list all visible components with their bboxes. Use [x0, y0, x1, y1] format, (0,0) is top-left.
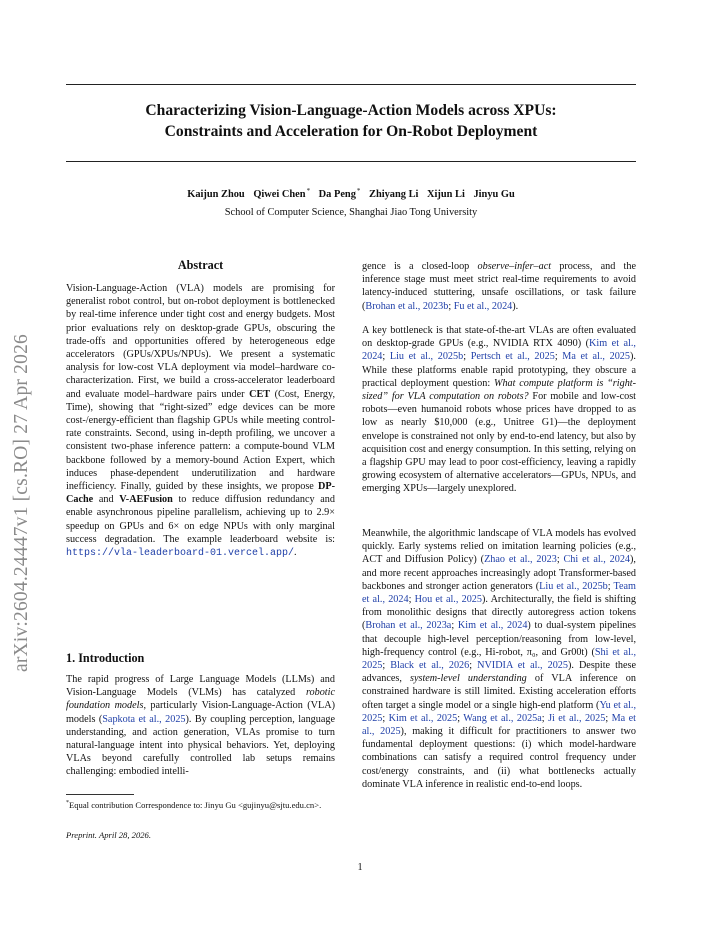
citation-link[interactable]: Chi et al., 2024	[563, 554, 631, 566]
citation-link[interactable]: Kim et al., 2024	[362, 338, 636, 363]
citation-link[interactable]: Shi et al., 2025	[362, 646, 636, 672]
equal-contribution-mark: *	[356, 187, 361, 195]
footnote-rule	[66, 794, 134, 795]
preprint-date: Preprint. April 28, 2026.	[66, 830, 151, 840]
cet-term: CET	[249, 388, 271, 400]
intro-paragraph: The rapid progress of Large Language Models (LLMs) and Vision-Language Models (VLMs) has catalyzed robotic foundation models, particularly Vision-Language-Action (VLA) models (Sapkota et al., 2025). By coupling perception, language understanding, and action generation, VLAs promise to turn natural-language intent into physical behaviors. Yet, deploying VLAs beyond carefully controlled lab setups remains challenging: embodied intelli-	[66, 674, 335, 778]
arxiv-identifier[interactable]: arXiv:2604.24447v1 [cs.RO] 27 Apr 2026	[11, 334, 32, 672]
citation-link[interactable]: Pertsch et al., 2025	[470, 351, 555, 363]
page-number: 1	[357, 862, 363, 873]
citation-link[interactable]: Zhao et al., 2023	[484, 554, 557, 566]
citation-link[interactable]: Yu et al., 2025	[362, 699, 636, 724]
citation-link[interactable]: Brohan et al., 2023a	[365, 620, 452, 632]
author: Qiwei Chen*	[253, 187, 311, 201]
dp-cache-term: DP-Cache	[66, 481, 335, 506]
right-paragraph-3: Meanwhile, the algorithmic landscape of VLA models has evolved quickly. Early systems relied on imitation learning policies (e.g., ACT and Diffusion Policy) (Zhao et al., 2023; Chi et al., 2024), and more recent approaches increasingly adopt Transformer-based backbones and stronger action generators (Liu et al., 2025b; Team et al., 2024; Hou et al., 2025). Architecturally, the field is shifting from monolithic designs that directly autoregress action tokens (Brohan et al., 2023a; Kim et al., 2024) to dual-system pipelines that decouple high-level perception/reasoning from low-level, high-frequency control (e.g., Hi-robot, π₀, and Gr00t) (Shi et al., 2025; Black et al., 2026; NVIDIA et al., 2025). Despite these advances, system-level understanding of VLA inference on constrained hardware is still limited. Existing acceleration efforts often target a single model or a single high-end platform (Yu et al., 2025; Kim et al., 2025; Wang et al., 2025a; Ji et al., 2025; Ma et al., 2025), making it difficult for practitioners to answer two fundamental deployment questions: (i) which model-hardware combinations can satisfy a required control frequency under cost/energy constraints, and (ii) what bottlenecks actually dominate VLA inference in realistic end-to-end loops.	[362, 528, 637, 790]
leaderboard-link[interactable]: https://vla-leaderboard-01.vercel.app/	[66, 548, 295, 560]
affiliation: School of Computer Science, Shanghai Jiao Tong University	[224, 207, 478, 218]
v-aefusion-term: V-AEFusion	[119, 494, 173, 506]
citation-link[interactable]: NVIDIA et al., 2025	[477, 660, 568, 672]
citation-link[interactable]: Kim et al., 2025	[388, 712, 458, 724]
citation-link[interactable]: Brohan et al., 2023b	[365, 300, 449, 312]
citation-link[interactable]: Liu et al., 2025b	[389, 351, 464, 363]
footnote: *Equal contribution Correspondence to: Jinyu Gu <gujinyu@sjtu.edu.cn>.	[66, 799, 322, 810]
citation-link[interactable]: Hou et al., 2025	[414, 594, 482, 606]
right-paragraph-2: A key bottleneck is that state-of-the-art VLAs are often evaluated on desktop-grade GPUs (e.g., NVIDIA RTX 4090) (Kim et al., 2024; Liu et al., 2025b; Pertsch et al., 2025; Ma et al., 2025). While these platforms enable rapid prototyping, they obscure a practical deployment question: What compute platform is “right-sized” for VLA computation on robots? For mobile and low-cost robots—even humanoid robots whose prices have dropped to as low as nearly $10,000 (e.g., Unitree G1)—the deployment envelope is constrained not only by end-to-end latency, but also by acquisition cost and energy consumption. In this setting, relying on a flagship GPU may lead to poor cost-efficiency, leaving a rapidly growing ecosystem of alternative accelerators—GPUs, NPUs, and emerging XPUs—largely unexplored.	[362, 325, 637, 495]
citation-link[interactable]: Team et al., 2024	[362, 580, 636, 606]
section-heading-introduction: 1. Introduction	[66, 651, 145, 665]
author: Xijun Li	[427, 189, 465, 201]
title-top-rule	[66, 84, 636, 85]
citation-link[interactable]: Ma et al., 2025	[362, 712, 636, 738]
title-line-1: Characterizing Vision-Language-Action Models across XPUs:	[145, 102, 557, 119]
author: Kaijun Zhou	[187, 189, 245, 201]
abstract-body: Vision-Language-Action (VLA) models are promising for generalist robot control, but on-robot deployment is bottlenecked by real-time inference under tight cost and energy budgets. Most prior evaluations rely on desktop-grade GPUs, obscuring the trade-offs and opportunities offered by heterogeneous edge accelerators (GPUs/XPUs/NPUs). We present a systematic analysis for low-cost VLA deployment via model–hardware co-characterization. First, we build a cross-accelerator leaderboard and evaluate model–hardware pairs under CET (Cost, Energy, Time), showing that “right-sized” edge devices can be more cost-/energy-efficient than flagship GPUs while meeting control-rate constraints. Second, using in-depth profiling, we uncover a consistent two-phase inference pattern: a compute-bound VLM backbone followed by a memory-bound Action Expert, which induces phase-dependent underutilization and hardware inefficiency. Finally, guided by these insights, we propose DP-Cache and V-AEFusion to reduce diffusion redundancy and enable asynchronous pipeline parallelism, achieving up to 2.9× speedup on GPUs and 6× on edge NPUs with only marginal success degradation. The example leaderboard website is: https://vla-leaderboard-01.vercel.app/.	[66, 283, 335, 560]
title-line-2: Constraints and Acceleration for On-Robot Deployment	[164, 123, 538, 140]
author: Da Peng*	[318, 187, 361, 201]
equal-contribution-mark: *	[306, 187, 311, 195]
citation-link[interactable]: Kim et al., 2024	[457, 620, 528, 632]
paper-title	[66, 100, 636, 142]
citation-link[interactable]: Liu et al., 2025b	[539, 580, 608, 592]
author-list	[66, 187, 636, 200]
title-bottom-rule	[66, 161, 636, 162]
citation-link[interactable]: Ji et al., 2025	[548, 712, 606, 724]
abstract-heading: Abstract	[177, 258, 224, 272]
citation-link[interactable]: Black et al., 2026	[390, 660, 470, 672]
author: Jinyu Gu	[473, 189, 515, 201]
citation-link[interactable]: Fu et al., 2024	[453, 300, 513, 312]
author: Zhiyang Li	[369, 189, 419, 201]
citation-link[interactable]: Wang et al., 2025a	[463, 712, 542, 724]
citation-link[interactable]: Sapkota et al., 2025	[102, 713, 186, 725]
citation-link[interactable]: Ma et al., 2025	[562, 351, 630, 363]
right-paragraph-1: gence is a closed-loop observe–infer–act process, and the inference stage must meet strict real-time requirements to avoid latency-induced stuttering, unsafe oscillations, or task failure (Brohan et al., 2023b; Fu et al., 2024).	[362, 261, 636, 312]
